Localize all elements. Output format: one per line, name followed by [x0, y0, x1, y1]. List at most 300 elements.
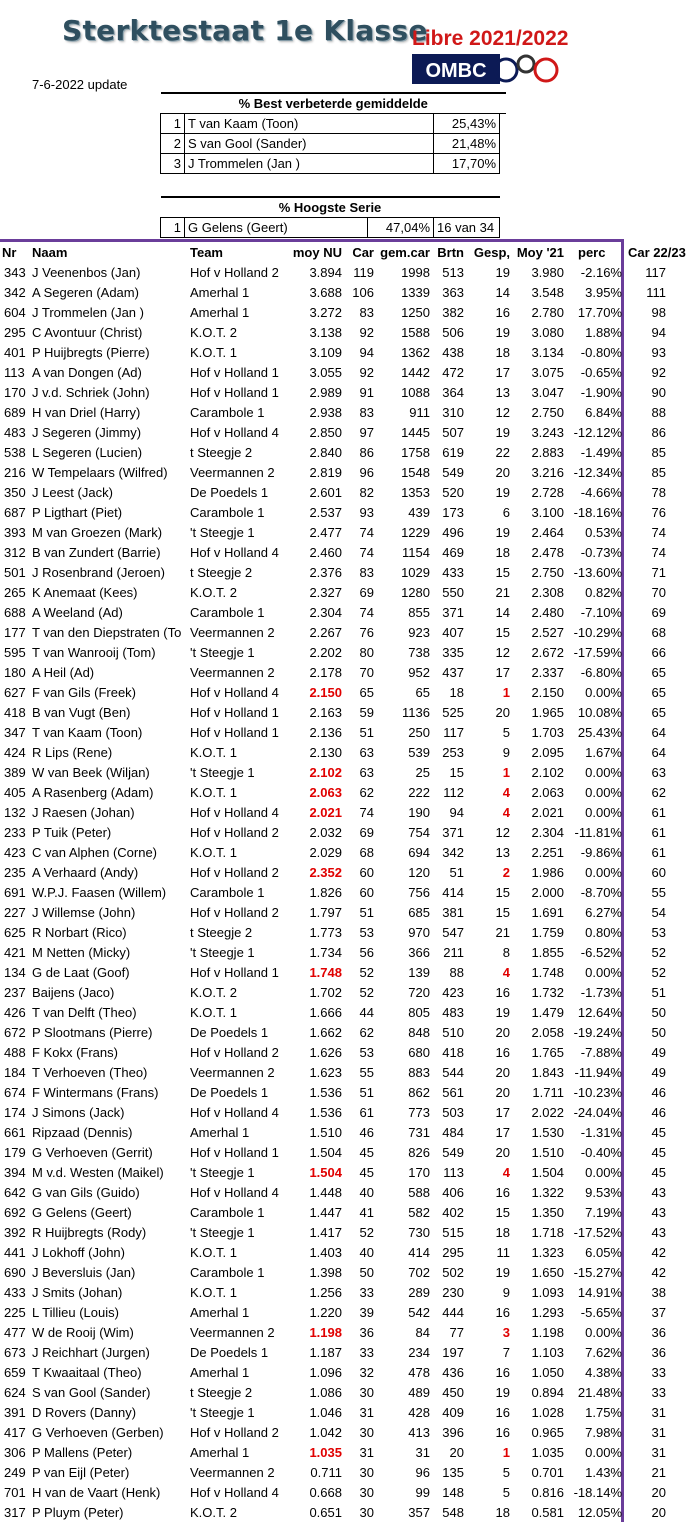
cell-car-22-23: 93 — [651, 344, 666, 360]
cell-team: Amerhal 1 — [190, 1444, 250, 1460]
cell-moy-21: 2.063 — [531, 784, 564, 800]
cell-perc: -12.12% — [573, 424, 622, 440]
cell-moy-nu: 2.537 — [309, 504, 342, 520]
cell-moy-nu: 0.651 — [309, 1504, 342, 1520]
cell-nr: 488 — [4, 1044, 26, 1060]
cell-moy-nu: 1.797 — [309, 904, 342, 920]
cell-moy-nu: 2.352 — [309, 864, 342, 880]
cell-perc: 14.91% — [577, 1284, 622, 1300]
cell-car-22-23: 42 — [651, 1264, 666, 1280]
cell-car: 96 — [359, 464, 374, 480]
cell-moy-21: 1.093 — [531, 1284, 564, 1300]
cell-car: 30 — [359, 1384, 374, 1400]
cell-car: 39 — [359, 1304, 374, 1320]
cell-car-22-23: 98 — [651, 304, 666, 320]
cell-team: K.O.T. 1 — [190, 744, 237, 760]
cell-perc: 7.62% — [585, 1344, 622, 1360]
logo-text: OMBC — [425, 60, 487, 82]
cell-naam: J Simons (Jack) — [32, 1104, 125, 1120]
cell-moy-nu: 2.021 — [309, 804, 342, 820]
cell-team: Veermannen 2 — [190, 1064, 275, 1080]
cell-gesp: 5 — [502, 1484, 510, 1500]
cell-gem-car: 773 — [408, 1104, 430, 1120]
cell-car-22-23: 70 — [651, 584, 666, 600]
cell-moy-nu: 1.046 — [309, 1404, 342, 1420]
cell-nr: 441 — [4, 1244, 26, 1260]
cell-nr: 174 — [4, 1104, 26, 1120]
cell-gesp: 13 — [495, 384, 510, 400]
cell-brtn: 335 — [442, 644, 464, 660]
cell-car: 69 — [359, 584, 374, 600]
cell-moy-nu: 0.711 — [310, 1464, 342, 1480]
col-brtn: Brtn — [437, 244, 464, 260]
cell-gesp: 15 — [495, 624, 510, 640]
cell-car-22-23: 90 — [651, 384, 666, 400]
best-improved-box — [160, 92, 506, 193]
cell-car-22-23: 50 — [651, 1004, 666, 1020]
cell-nr: 483 — [4, 424, 26, 440]
cell-team: Hof v Holland 1 — [190, 724, 279, 740]
cell-naam: J Reichhart (Jurgen) — [32, 1344, 150, 1360]
cell-team: Hof v Holland 2 — [190, 824, 279, 840]
cell-car-22-23: 78 — [651, 484, 666, 500]
cell-gesp: 19 — [495, 324, 510, 340]
cell-moy-nu: 1.198 — [309, 1324, 342, 1340]
cell-naam: P Pluym (Peter) — [32, 1504, 124, 1520]
cell-car: 52 — [359, 984, 374, 1000]
cell-moy-21: 2.150 — [531, 684, 564, 700]
cell-moy-nu: 2.150 — [309, 684, 342, 700]
cell-naam: W.P.J. Faasen (Willem) — [32, 884, 167, 900]
cell-car-22-23: 33 — [651, 1364, 666, 1380]
cell-car: 30 — [359, 1424, 374, 1440]
cell-car-22-23: 94 — [651, 324, 666, 340]
cell-gem-car: 1229 — [401, 524, 430, 540]
cell-gem-car: 1088 — [401, 384, 430, 400]
cell-car-22-23: 51 — [651, 984, 666, 1000]
cell-brtn: 510 — [442, 1024, 464, 1040]
cell-car: 91 — [359, 384, 374, 400]
cell-naam: R Lips (Rene) — [32, 744, 113, 760]
cell-team: 't Steegje 1 — [190, 1224, 255, 1240]
cell-gem-car: 1758 — [401, 444, 430, 460]
cell-naam: W van Beek (Wiljan) — [32, 764, 150, 780]
cell-car-22-23: 43 — [651, 1224, 666, 1240]
cell-moy-21: 0.701 — [531, 1464, 564, 1480]
table-row — [0, 1182, 686, 1202]
cell-brtn: 450 — [442, 1384, 464, 1400]
cell-brtn: 409 — [442, 1404, 464, 1420]
cell-car: 51 — [359, 724, 374, 740]
cell-moy-nu: 1.086 — [309, 1384, 342, 1400]
cell-brtn: 197 — [442, 1344, 464, 1360]
cell-team: t Steegje 2 — [190, 924, 253, 940]
cell-gesp: 16 — [495, 1304, 510, 1320]
cell-moy-nu: 2.850 — [309, 424, 342, 440]
cell-gem-car: 357 — [408, 1504, 430, 1520]
cell-car: 65 — [359, 684, 374, 700]
cell-car-22-23: 20 — [651, 1504, 666, 1520]
cell-gem-car: 862 — [408, 1084, 430, 1100]
cell-gem-car: 96 — [415, 1464, 430, 1480]
cell-gem-car: 120 — [408, 864, 430, 880]
cell-brtn: 113 — [443, 1164, 464, 1180]
cell-perc: -11.81% — [574, 824, 622, 840]
cell-nr: 227 — [4, 904, 26, 920]
cell-moy-21: 2.480 — [531, 604, 564, 620]
cell-car-22-23: 43 — [651, 1204, 666, 1220]
table-row — [0, 522, 686, 542]
cell-gesp: 18 — [495, 1224, 510, 1240]
cell-nr: 625 — [4, 924, 26, 940]
cell-moy-nu: 2.819 — [309, 464, 342, 480]
table-row — [0, 442, 686, 462]
cell-team: Hof v Holland 1 — [190, 704, 279, 720]
cell-moy-nu: 1.035 — [309, 1444, 342, 1460]
cell-car-22-23: 53 — [651, 924, 666, 940]
cell-moy-nu: 1.504 — [309, 1164, 342, 1180]
cell-moy-nu: 1.623 — [309, 1064, 342, 1080]
cell-gem-car: 702 — [408, 1264, 430, 1280]
cell-brtn: 253 — [442, 744, 464, 760]
table-row — [0, 402, 686, 422]
cell-car-22-23: 74 — [651, 544, 666, 560]
cell-car-22-23: 49 — [651, 1064, 666, 1080]
cell-team: Amerhal 1 — [190, 284, 250, 300]
cell-car-22-23: 61 — [651, 844, 666, 860]
table-row — [0, 862, 686, 882]
cell-team: 't Steegje 1 — [190, 764, 255, 780]
cell-naam: T van Kaam (Toon) — [32, 724, 143, 740]
cell-car-22-23: 85 — [651, 464, 666, 480]
cell-brtn: 547 — [442, 924, 464, 940]
cell-team: K.O.T. 2 — [190, 984, 237, 1000]
cell-gesp: 19 — [495, 1264, 510, 1280]
cell-brtn: 550 — [442, 584, 464, 600]
cell-moy-21: 1.748 — [531, 964, 564, 980]
cell-team: Carambole 1 — [190, 404, 265, 420]
cell-gesp: 2 — [502, 864, 510, 880]
cell-brtn: 18 — [449, 684, 464, 700]
cell-moy-21: 1.050 — [531, 1364, 564, 1380]
best-improved-title: % Best verbeterde gemiddelde — [161, 93, 507, 113]
cell-car-22-23: 65 — [651, 664, 666, 680]
cell-gesp: 15 — [495, 1204, 510, 1220]
cell-naam: J Beversluis (Jan) — [32, 1264, 136, 1280]
cell-moy-nu: 2.477 — [309, 524, 342, 540]
cell-car-22-23: 66 — [651, 644, 666, 660]
col-moy-21: Moy '21 — [516, 244, 564, 260]
table-row — [0, 1462, 686, 1482]
col-team: Team — [190, 244, 223, 260]
cell-nr: 433 — [4, 1284, 26, 1300]
cell-car: 50 — [359, 1264, 374, 1280]
cell-car-22-23: 33 — [651, 1384, 666, 1400]
table-row — [0, 462, 686, 482]
cell-car-22-23: 42 — [651, 1244, 666, 1260]
cell-brtn: 230 — [442, 1284, 464, 1300]
cell-brtn: 173 — [442, 504, 464, 520]
cell-nr: 184 — [4, 1064, 26, 1080]
cell-nr: 180 — [4, 664, 26, 680]
cell-gesp: 19 — [495, 264, 510, 280]
cell-car: 30 — [359, 1484, 374, 1500]
cell-nr: 389 — [4, 764, 26, 780]
cell-naam: B van Vugt (Ben) — [32, 704, 131, 720]
cell-team: K.O.T. 2 — [190, 584, 237, 600]
cell-gem-car: 1442 — [401, 364, 430, 380]
cell-perc: 25.43% — [577, 724, 622, 740]
cell-moy-21: 0.816 — [531, 1484, 564, 1500]
cell-moy-nu: 2.178 — [309, 664, 342, 680]
cell-nr: 216 — [4, 464, 26, 480]
cell-brtn: 414 — [442, 884, 464, 900]
cell-nr: 177 — [4, 624, 26, 640]
cell-nr: 394 — [4, 1164, 26, 1180]
cell-brtn: 469 — [442, 544, 464, 560]
cell-brtn: 51 — [449, 864, 464, 880]
cell-gesp: 16 — [495, 1364, 510, 1380]
cell-moy-21: 3.047 — [531, 384, 564, 400]
table-row — [0, 1382, 686, 1402]
cell-moy-nu: 1.220 — [309, 1304, 342, 1320]
cell-gem-car: 1154 — [402, 544, 430, 560]
table-row — [0, 962, 686, 982]
cell-nr: 661 — [4, 1124, 26, 1140]
cell-naam: W de Rooij (Wim) — [32, 1324, 134, 1340]
cell-team: Veermannen 2 — [190, 664, 275, 680]
cell-moy-nu: 3.894 — [309, 264, 342, 280]
cell-car: 63 — [359, 764, 374, 780]
cell-naam: P van Eijl (Peter) — [32, 1464, 130, 1480]
table-row — [0, 1102, 686, 1122]
cell-naam: A Rasenberg (Adam) — [32, 784, 154, 800]
cell-moy-nu: 1.096 — [309, 1364, 342, 1380]
cell-naam: J Willemse (John) — [32, 904, 136, 920]
cell-car-22-23: 37 — [651, 1304, 666, 1320]
cell-moy-nu: 1.417 — [309, 1224, 342, 1240]
table-row — [0, 362, 686, 382]
cell-nr: 225 — [4, 1304, 26, 1320]
cell-perc: -1.90% — [580, 384, 622, 400]
cell-team: Hof v Holland 2 — [190, 264, 279, 280]
cell-brtn: 418 — [442, 1044, 464, 1060]
cell-moy-21: 3.100 — [531, 504, 564, 520]
cell-naam: A Verhaard (Andy) — [32, 864, 139, 880]
cell-car-22-23: 62 — [651, 784, 666, 800]
cell-moy-nu: 1.448 — [309, 1184, 342, 1200]
cell-team: Hof v Holland 2 — [190, 1044, 279, 1060]
cell-gem-car: 720 — [408, 984, 430, 1000]
cell-car-22-23: 65 — [651, 684, 666, 700]
cell-nr: 421 — [4, 944, 26, 960]
cell-moy-21: 2.464 — [531, 524, 564, 540]
cell-naam: T van den Diepstraten (To — [32, 624, 182, 640]
cell-brtn: 502 — [442, 1264, 464, 1280]
cell-moy-nu: 1.403 — [309, 1244, 342, 1260]
cell-moy-21: 1.035 — [531, 1444, 564, 1460]
cell-gesp: 20 — [495, 464, 510, 480]
cell-team: Carambole 1 — [190, 884, 265, 900]
cell-car: 83 — [359, 404, 374, 420]
cell-gem-car: 1445 — [401, 424, 430, 440]
cell-gesp: 1 — [502, 684, 510, 700]
cell-car-22-23: 36 — [651, 1324, 666, 1340]
cell-perc: 12.64% — [577, 1004, 622, 1020]
cell-moy-21: 0.894 — [531, 1384, 564, 1400]
table-row — [0, 662, 686, 682]
cell-car-22-23: 117 — [645, 264, 666, 280]
cell-car-22-23: 45 — [651, 1144, 666, 1160]
cell-perc: -24.04% — [573, 1104, 622, 1120]
cell-car-22-23: 65 — [651, 704, 666, 720]
cell-car: 62 — [359, 1024, 374, 1040]
cell-naam: J Segeren (Jimmy) — [32, 424, 142, 440]
cell-car-22-23: 31 — [651, 1424, 666, 1440]
cell-moy-21: 3.548 — [531, 284, 564, 300]
cell-nr: 691 — [4, 884, 26, 900]
cell-moy-nu: 2.989 — [309, 384, 342, 400]
cell-perc: -1.73% — [580, 984, 622, 1000]
cell-naam: K Anemaat (Kees) — [32, 584, 138, 600]
cell-nr: 343 — [4, 264, 26, 280]
cell-moy-nu: 3.055 — [309, 364, 342, 380]
cell-car: 119 — [353, 264, 374, 280]
cell-moy-21: 1.510 — [531, 1144, 564, 1160]
cell-gem-car: 582 — [408, 1204, 430, 1220]
cell-gesp: 4 — [502, 1164, 510, 1180]
cell-gesp: 16 — [495, 1404, 510, 1420]
cell-team: Hof v Holland 4 — [190, 424, 279, 440]
cell-moy-21: 2.750 — [531, 564, 564, 580]
cell-brtn: 444 — [442, 1304, 464, 1320]
cell-gem-car: 680 — [408, 1044, 430, 1060]
table-row — [0, 1002, 686, 1022]
cell-gem-car: 1136 — [402, 704, 430, 720]
cell-naam: R Norbart (Rico) — [32, 924, 127, 940]
cell-brtn: 364 — [442, 384, 464, 400]
cell-nr: 688 — [4, 604, 26, 620]
cell-gem-car: 1250 — [401, 304, 430, 320]
cell-team: K.O.T. 1 — [190, 1284, 237, 1300]
cell-brtn: 544 — [442, 1064, 464, 1080]
cell-perc: -13.60% — [573, 564, 622, 580]
cell-nr: 312 — [4, 544, 26, 560]
cell-perc: -0.73% — [580, 544, 622, 560]
cell-moy-nu: 2.163 — [309, 704, 342, 720]
cell-gesp: 8 — [502, 944, 510, 960]
cell-moy-21: 2.095 — [531, 744, 564, 760]
cell-car: 86 — [359, 444, 374, 460]
cell-nr: 424 — [4, 744, 26, 760]
season-subtitle: Libre 2021/2022 — [412, 27, 569, 50]
cell-nr: 401 — [4, 344, 26, 360]
cell-nr: 690 — [4, 1264, 26, 1280]
cell-gesp: 1 — [502, 764, 510, 780]
cell-nr: 477 — [4, 1324, 26, 1340]
cell-car: 60 — [359, 884, 374, 900]
cell-team: 't Steegje 1 — [190, 644, 255, 660]
cell-gem-car: 952 — [408, 664, 430, 680]
cell-car: 33 — [359, 1344, 374, 1360]
cell-gem-car: 731 — [408, 1124, 430, 1140]
cell-moy-21: 2.000 — [531, 884, 564, 900]
cell-team: Veermannen 2 — [190, 1464, 275, 1480]
cell-nr: 692 — [4, 1204, 26, 1220]
cell-car: 74 — [359, 544, 374, 560]
cell-gesp: 20 — [495, 1024, 510, 1040]
cell-perc: 0.00% — [585, 1324, 622, 1340]
cell-nr: 423 — [4, 844, 26, 860]
cell-perc: 0.80% — [585, 924, 622, 940]
cell-car: 40 — [359, 1244, 374, 1260]
cell-perc: 12.05% — [577, 1504, 622, 1520]
cell-car-22-23: 69 — [651, 604, 666, 620]
cell-car-22-23: 52 — [651, 964, 666, 980]
cell-gesp: 18 — [495, 1504, 510, 1520]
cell-team: Hof v Holland 2 — [190, 904, 279, 920]
cell-gesp: 5 — [502, 724, 510, 740]
cell-nr: 604 — [4, 304, 26, 320]
cell-moy-nu: 1.504 — [309, 1144, 342, 1160]
cell-car-22-23: 52 — [651, 944, 666, 960]
cell-moy-21: 2.102 — [531, 764, 564, 780]
cell-team: 't Steegje 1 — [190, 944, 255, 960]
cell-brtn: 406 — [442, 1184, 464, 1200]
cell-perc: -17.52% — [573, 1224, 622, 1240]
cell-moy-nu: 0.668 — [309, 1484, 342, 1500]
cell-brtn: 513 — [442, 264, 464, 280]
cell-brtn: 94 — [449, 804, 464, 820]
cell-car: 62 — [359, 784, 374, 800]
cell-car: 97 — [359, 424, 374, 440]
cell-brtn: 515 — [442, 1224, 464, 1240]
cell-naam: W Tempelaars (Wilfred) — [32, 464, 168, 480]
cell-perc: 0.00% — [585, 784, 622, 800]
cell-team: Carambole 1 — [190, 1264, 265, 1280]
cell-nr: 642 — [4, 1184, 26, 1200]
cell-naam: G Verhoeven (Gerben) — [32, 1424, 164, 1440]
cell-nr: 113 — [4, 364, 25, 380]
cell-nr: 393 — [4, 524, 26, 540]
cell-car: 82 — [359, 484, 374, 500]
cell-team: K.O.T. 1 — [190, 344, 237, 360]
cell-naam: B van Zundert (Barrie) — [32, 544, 161, 560]
ombc-logo — [412, 52, 562, 88]
cell-gem-car: 1548 — [401, 464, 430, 480]
table-row — [0, 742, 686, 762]
cell-gem-car: 65 — [415, 684, 430, 700]
cell-brtn: 135 — [442, 1464, 464, 1480]
table-row — [0, 382, 686, 402]
cell-car: 46 — [359, 1124, 374, 1140]
cell-moy-21: 1.293 — [531, 1304, 564, 1320]
cell-perc: -19.24% — [573, 1024, 622, 1040]
cell-car: 30 — [359, 1504, 374, 1520]
cell-perc: 0.00% — [585, 804, 622, 820]
cell-gem-car: 1362 — [401, 344, 430, 360]
cell-gem-car: 883 — [408, 1064, 430, 1080]
cell-moy-21: 0.581 — [531, 1504, 564, 1520]
cell-gesp: 1 — [502, 1444, 510, 1460]
cell-car-22-23: 50 — [651, 1024, 666, 1040]
cell-nr: 659 — [4, 1364, 26, 1380]
table-row — [0, 1282, 686, 1302]
cell-brtn: 396 — [442, 1424, 464, 1440]
cell-moy-21: 1.711 — [532, 1084, 564, 1100]
cell-naam: G van Gils (Guido) — [32, 1184, 140, 1200]
ranking-header — [0, 242, 686, 262]
